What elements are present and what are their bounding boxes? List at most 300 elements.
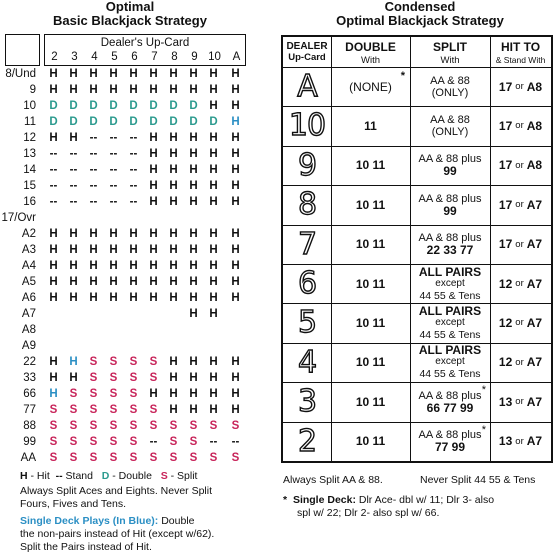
strategy-cell: S <box>129 420 138 432</box>
strategy-cell: H <box>169 196 178 208</box>
condensed-row <box>283 106 551 145</box>
strategy-cell: H <box>189 148 198 160</box>
strategy-cell: H <box>231 116 240 128</box>
strategy-cell: H <box>129 68 138 80</box>
hand-label: 15 <box>23 180 36 192</box>
split-line-2: 66 77 99 <box>426 400 474 415</box>
soft-value: A8 <box>526 79 543 94</box>
hand-label: A3 <box>21 244 36 256</box>
strategy-cell: -- <box>49 148 58 160</box>
hit-value: 12 <box>498 276 513 291</box>
strategy-cell: D <box>129 100 138 112</box>
upcard-column-label: 3 <box>71 51 78 63</box>
strategy-cell: H <box>149 84 158 96</box>
dealer-upcard: 9 <box>297 147 317 183</box>
split-star: * <box>481 384 486 397</box>
dealer-upcard: 7 <box>297 226 317 262</box>
strategy-cell: D <box>49 100 58 112</box>
strategy-cell: H <box>231 68 240 80</box>
strategy-cell: D <box>89 100 98 112</box>
hit-or: or <box>515 199 524 211</box>
strategy-cell: S <box>109 436 118 448</box>
strategy-cell: H <box>169 180 178 192</box>
split-line-2: 99 <box>443 203 457 218</box>
strategy-cell: H <box>149 180 158 192</box>
strategy-cell: H <box>149 68 158 80</box>
strategy-cell: H <box>149 388 158 400</box>
strategy-cell: H <box>149 164 158 176</box>
legend <box>20 470 280 554</box>
condensed-row <box>283 422 551 461</box>
strategy-cell: H <box>209 180 218 192</box>
hand-label: A2 <box>21 228 36 240</box>
dealer-upcard: 10 <box>288 108 326 144</box>
strategy-cell: -- <box>49 164 58 176</box>
hand-label: 12 <box>23 132 36 144</box>
strategy-cell: S <box>209 452 218 464</box>
header-dealer-1: DEALER <box>286 41 328 52</box>
strategy-cell: H <box>49 244 58 256</box>
strategy-cell: H <box>189 372 198 384</box>
upcard-column-label: 7 <box>151 51 158 63</box>
strategy-cell: H <box>49 292 58 304</box>
split-line-1: AA & 88 plus <box>418 429 482 442</box>
strategy-cell: H <box>209 276 218 288</box>
strategy-cell: H <box>231 180 240 192</box>
split-line-1: AA & 88 plus <box>418 232 482 245</box>
condensed-row <box>283 382 551 421</box>
legend-line-5: the non-pairs instead of Hit (except w/62). <box>20 528 215 540</box>
upcard-column-label: 9 <box>191 51 198 63</box>
hit-value: 17 <box>498 118 513 133</box>
hit-or: or <box>515 317 524 329</box>
strategy-cell: H <box>231 228 240 240</box>
strategy-cell: H <box>69 228 78 240</box>
strategy-cell: -- <box>89 180 98 192</box>
strategy-cell: H <box>129 228 138 240</box>
hand-label: AA <box>20 452 36 464</box>
footer-line-1a: Always Split AA & 88. <box>283 474 383 486</box>
condensed-row <box>283 264 551 303</box>
strategy-cell: S <box>69 404 78 416</box>
strategy-cell: -- <box>69 148 78 160</box>
legend-split-key: S <box>160 470 168 482</box>
left-title <box>20 0 240 28</box>
split-with <box>410 343 490 382</box>
strategy-cell: H <box>149 196 158 208</box>
right-title-line1: Condensed <box>384 0 456 14</box>
strategy-cell: H <box>129 84 138 96</box>
double-with <box>331 303 410 342</box>
hit-value: 12 <box>498 315 513 330</box>
split-with <box>410 264 490 303</box>
legend-hit-text: - Hit <box>27 470 50 482</box>
strategy-cell: D <box>109 100 118 112</box>
hand-label: 66 <box>23 388 36 400</box>
strategy-cell: H <box>189 276 198 288</box>
divider <box>331 37 332 461</box>
split-line-1: ALL PAIRS <box>418 343 482 358</box>
strategy-cell: H <box>169 260 178 272</box>
strategy-cell: H <box>231 100 240 112</box>
hit-or: or <box>515 238 524 250</box>
upcard-column-label: 4 <box>91 51 98 63</box>
dealer-upcard: 4 <box>297 344 317 380</box>
upcard-column-label: 2 <box>51 51 58 63</box>
strategy-cell: H <box>129 276 138 288</box>
strategy-cell: H <box>69 84 78 96</box>
legend-hit-key: H <box>20 470 28 482</box>
strategy-cell: S <box>89 404 98 416</box>
hand-label: 11 <box>24 116 36 128</box>
strategy-cell: D <box>69 100 78 112</box>
hit-to <box>490 382 551 421</box>
double-value: (NONE) <box>349 79 392 94</box>
strategy-cell: H <box>49 132 58 144</box>
strategy-cell: H <box>209 84 218 96</box>
strategy-cell: H <box>149 228 158 240</box>
header-split-1: SPLIT <box>432 40 467 54</box>
condensed-row <box>283 343 551 382</box>
split-line-2: (ONLY) <box>431 86 469 99</box>
dealer-upcard: 6 <box>297 266 317 301</box>
strategy-cell: H <box>109 260 118 272</box>
strategy-cell: -- <box>89 164 98 176</box>
strategy-cell: H <box>89 244 98 256</box>
strategy-cell: H <box>209 356 218 368</box>
strategy-cell: H <box>149 132 158 144</box>
strategy-cell: H <box>109 244 118 256</box>
strategy-cell: H <box>189 132 198 144</box>
hit-to <box>490 146 551 185</box>
hand-label: 8/Und <box>5 68 36 80</box>
hit-or: or <box>515 356 524 368</box>
double-with <box>331 343 410 382</box>
strategy-cell: S <box>69 420 78 432</box>
strategy-cell: S <box>89 388 98 400</box>
strategy-cell: S <box>149 372 158 384</box>
strategy-cell: S <box>69 388 78 400</box>
hit-value: 17 <box>498 158 513 173</box>
hit-value: 13 <box>498 394 513 409</box>
split-line-3: 44 55 & Tens <box>419 328 481 341</box>
soft-value: A8 <box>526 118 543 133</box>
strategy-cell: D <box>109 116 118 128</box>
single-deck-text: Double <box>158 515 195 527</box>
strategy-cell: D <box>89 116 98 128</box>
header-double <box>331 37 410 67</box>
split-star: * <box>481 423 486 436</box>
strategy-cell: H <box>189 244 198 256</box>
hand-label: A5 <box>21 276 36 288</box>
strategy-cell: S <box>189 452 198 464</box>
strategy-cell: S <box>49 404 58 416</box>
strategy-cell: S <box>149 420 158 432</box>
header-hit-2: & Stand With <box>495 55 546 65</box>
hit-or: or <box>515 396 524 408</box>
upcard-column-label: A <box>232 51 241 63</box>
strategy-cell: H <box>231 388 240 400</box>
hand-label: A6 <box>21 292 36 304</box>
strategy-cell: S <box>231 452 240 464</box>
split-line-3: 44 55 & Tens <box>419 289 481 302</box>
strategy-cell: -- <box>129 196 138 208</box>
strategy-cell: S <box>109 420 118 432</box>
footer-line-3: spl w/ 22; Dlr 2- also spl w/ 66. <box>297 507 440 519</box>
strategy-cell: -- <box>49 196 58 208</box>
strategy-cell: S <box>109 388 118 400</box>
strategy-cell: -- <box>109 132 118 144</box>
strategy-cell: H <box>231 196 240 208</box>
strategy-cell: -- <box>231 436 240 448</box>
strategy-cell: H <box>109 84 118 96</box>
strategy-cell: D <box>169 116 178 128</box>
strategy-cell: H <box>49 388 58 400</box>
strategy-cell: H <box>209 164 218 176</box>
strategy-cell: H <box>189 356 198 368</box>
condensed-table <box>281 35 553 463</box>
header-dealer <box>283 37 331 67</box>
split-line-1: AA & 88 plus <box>418 389 482 402</box>
hit-or: or <box>515 120 524 132</box>
strategy-cell: H <box>49 228 58 240</box>
strategy-cell: H <box>209 388 218 400</box>
soft-value: A7 <box>526 394 543 409</box>
strategy-cell: S <box>109 452 118 464</box>
split-line-1: AA & 88 plus <box>418 153 482 166</box>
strategy-cell: S <box>69 436 78 448</box>
divider <box>490 37 491 461</box>
legend-line-2: Always Split Aces and Eights. Never Split <box>20 485 213 497</box>
strategy-cell: S <box>109 372 118 384</box>
strategy-cell: -- <box>149 436 158 448</box>
strategy-cell: -- <box>89 132 98 144</box>
strategy-cell: S <box>49 436 58 448</box>
strategy-cell: H <box>231 132 240 144</box>
strategy-cell: S <box>149 404 158 416</box>
hit-to <box>490 343 551 382</box>
strategy-cell: H <box>129 292 138 304</box>
strategy-cell: S <box>49 452 58 464</box>
hit-to <box>490 225 551 264</box>
split-line-2: except <box>435 277 465 289</box>
split-with <box>410 106 490 145</box>
strategy-cell: H <box>189 260 198 272</box>
split-line-1: ALL PAIRS <box>418 303 482 318</box>
dealer-upcard: 8 <box>297 187 317 223</box>
divider <box>410 37 411 461</box>
strategy-cell: -- <box>49 180 58 192</box>
strategy-cell: D <box>149 116 158 128</box>
hand-label: A9 <box>21 340 36 352</box>
split-line-2: (ONLY) <box>431 125 469 138</box>
hand-label: A7 <box>21 308 36 320</box>
strategy-cell: H <box>129 244 138 256</box>
double-with <box>331 67 410 106</box>
hand-label: 13 <box>23 148 36 160</box>
strategy-cell: H <box>69 260 78 272</box>
strategy-cell: -- <box>209 436 218 448</box>
strategy-cell: H <box>231 164 240 176</box>
hit-to <box>490 264 551 303</box>
corner-box <box>5 34 40 66</box>
strategy-cell: H <box>49 260 58 272</box>
strategy-cell: H <box>209 372 218 384</box>
strategy-cell: H <box>49 68 58 80</box>
strategy-cell: S <box>89 372 98 384</box>
strategy-cell: S <box>169 452 178 464</box>
hit-or: or <box>515 81 524 92</box>
double-value: 10 11 <box>355 276 386 291</box>
strategy-cell: S <box>129 452 138 464</box>
double-value: 10 11 <box>355 237 386 252</box>
strategy-cell: H <box>209 196 218 208</box>
hit-to <box>490 422 551 461</box>
legend-double-text: - Double <box>109 470 152 482</box>
hit-to <box>490 67 551 106</box>
double-star: * <box>400 70 405 82</box>
strategy-cell: S <box>169 420 178 432</box>
strategy-cell: -- <box>109 196 118 208</box>
strategy-cell: H <box>189 388 198 400</box>
strategy-cell: S <box>109 404 118 416</box>
split-with <box>410 146 490 185</box>
strategy-cell: D <box>189 116 198 128</box>
hand-label: 88 <box>23 420 36 432</box>
strategy-cell: S <box>69 452 78 464</box>
strategy-cell: H <box>209 68 218 80</box>
strategy-cell: D <box>169 100 178 112</box>
double-value: 10 11 <box>355 197 386 212</box>
strategy-cell: H <box>69 372 78 384</box>
split-with <box>410 303 490 342</box>
strategy-cell: H <box>109 276 118 288</box>
strategy-cell: H <box>49 84 58 96</box>
strategy-cell: H <box>49 356 58 368</box>
strategy-cell: H <box>89 292 98 304</box>
dealer-upcard-header <box>44 34 246 66</box>
strategy-cell: H <box>209 404 218 416</box>
hit-value: 13 <box>498 434 513 449</box>
strategy-cell: D <box>209 116 218 128</box>
strategy-cell: H <box>169 68 178 80</box>
hit-to <box>490 106 551 145</box>
strategy-cell: S <box>89 452 98 464</box>
strategy-cell: H <box>149 276 158 288</box>
strategy-cell: H <box>109 68 118 80</box>
strategy-cell: -- <box>89 196 98 208</box>
left-title-line1: Optimal <box>105 0 155 14</box>
strategy-cell: -- <box>89 148 98 160</box>
right-title-line2: Optimal Blackjack Strategy <box>336 13 504 28</box>
split-line-1: ALL PAIRS <box>418 264 482 279</box>
strategy-cell: H <box>129 260 138 272</box>
strategy-cell: -- <box>69 196 78 208</box>
hit-or: or <box>515 159 524 171</box>
condensed-row <box>283 185 551 224</box>
hand-label: 16 <box>23 196 36 208</box>
split-line-2: 22 33 77 <box>426 243 474 258</box>
soft-value: A7 <box>526 355 543 370</box>
strategy-cell: H <box>169 84 178 96</box>
double-value: 10 11 <box>355 355 386 370</box>
hit-value: 17 <box>498 237 513 252</box>
strategy-cell: S <box>129 356 138 368</box>
split-with <box>410 185 490 224</box>
strategy-cell: H <box>209 148 218 160</box>
condensed-row <box>283 303 551 342</box>
strategy-cell: -- <box>69 180 78 192</box>
strategy-cell: H <box>169 164 178 176</box>
dealer-upcard: A <box>297 69 317 104</box>
strategy-cell: H <box>231 356 240 368</box>
header-split-2: With <box>440 55 460 66</box>
legend-line-6: Split the Pairs instead of Hit. <box>20 541 152 553</box>
strategy-cell: H <box>169 276 178 288</box>
strategy-cell: H <box>209 260 218 272</box>
strategy-cell: -- <box>129 148 138 160</box>
strategy-cell: H <box>169 148 178 160</box>
split-with <box>410 382 490 421</box>
upcard-column-label: 6 <box>131 51 138 63</box>
strategy-cell: S <box>209 420 218 432</box>
strategy-cell: H <box>49 276 58 288</box>
strategy-cell: S <box>189 420 198 432</box>
footer-single-deck <box>283 494 555 520</box>
strategy-cell: H <box>189 308 198 320</box>
split-with <box>410 67 490 106</box>
strategy-cell: D <box>149 100 158 112</box>
dealer-upcard-label: Dealer's Up-Card <box>100 37 190 49</box>
strategy-cell: D <box>129 116 138 128</box>
strategy-cell: H <box>89 84 98 96</box>
strategy-cell: -- <box>129 164 138 176</box>
split-with <box>410 422 490 461</box>
strategy-cell: H <box>209 308 218 320</box>
legend-split-text: - Split <box>167 470 198 482</box>
hand-label: 22 <box>23 356 36 368</box>
legend-line-3: Fours, Fives and Tens. <box>20 498 127 510</box>
soft-value: A7 <box>526 434 543 449</box>
header-split <box>410 37 490 67</box>
split-line-1: AA & 88 <box>430 113 470 126</box>
strategy-cell: H <box>209 228 218 240</box>
strategy-cell: S <box>129 372 138 384</box>
single-deck-title: Single Deck Plays (In Blue): <box>20 515 159 527</box>
strategy-cell: H <box>109 228 118 240</box>
strategy-cell: H <box>169 404 178 416</box>
strategy-cell: H <box>169 244 178 256</box>
strategy-cell: H <box>89 228 98 240</box>
left-title-line2: Basic Blackjack Strategy <box>53 13 207 28</box>
strategy-cell: H <box>189 180 198 192</box>
strategy-cell: H <box>169 292 178 304</box>
strategy-cell: -- <box>129 132 138 144</box>
strategy-cell: S <box>109 356 118 368</box>
hit-to <box>490 185 551 224</box>
strategy-cell: -- <box>109 164 118 176</box>
header-double-2: With <box>361 55 380 66</box>
strategy-cell: H <box>109 292 118 304</box>
strategy-cell: S <box>169 436 178 448</box>
hit-value: 17 <box>498 79 513 94</box>
footer-star: * <box>283 494 288 506</box>
footer-line-1b: Never Split 44 55 & Tens <box>420 474 536 486</box>
strategy-cell: S <box>89 356 98 368</box>
strategy-cell: H <box>89 276 98 288</box>
hit-to <box>490 303 551 342</box>
dealer-upcard: 5 <box>297 305 317 341</box>
